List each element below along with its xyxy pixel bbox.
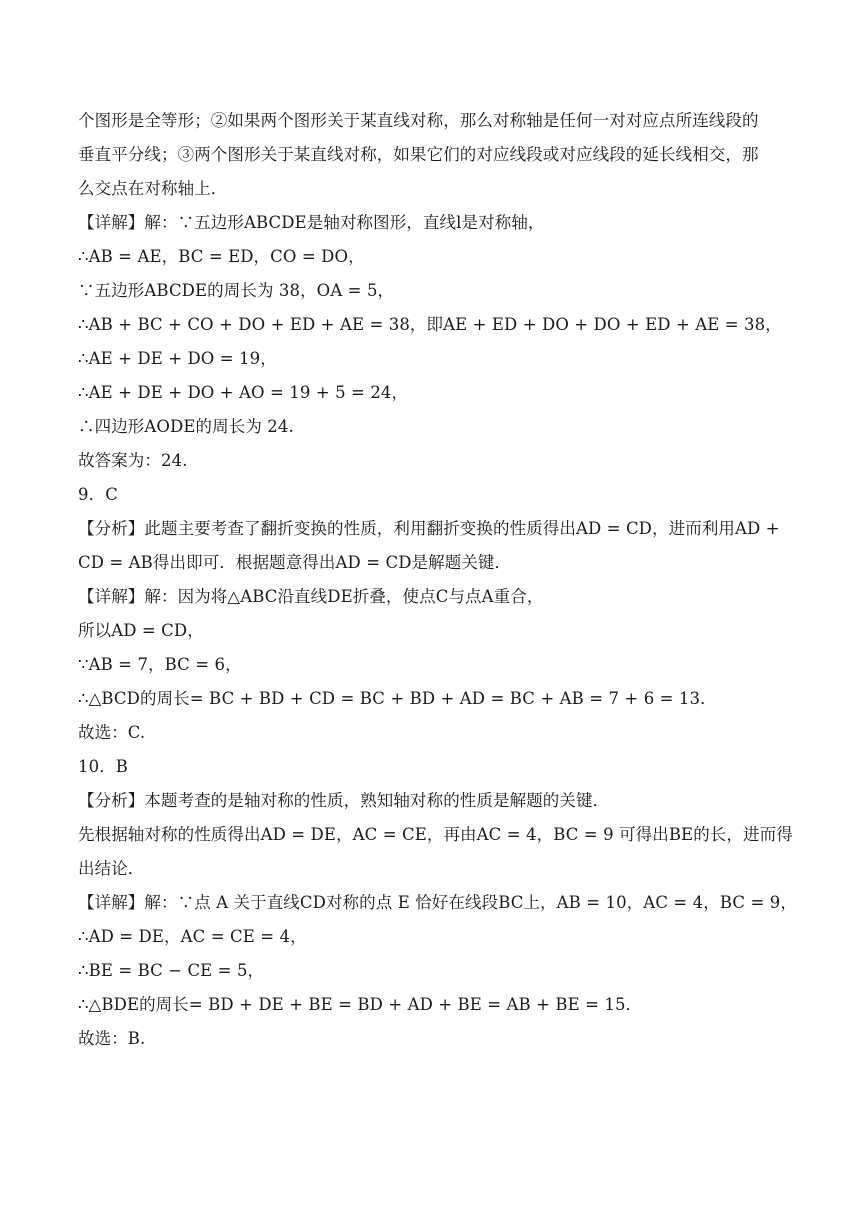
- text-line: 个图形是全等形；②如果两个图形关于某直线对称，那么对称轴是任何一对对应点所连线段的: [78, 111, 759, 130]
- text-line: ∴AB = AE，BC = ED，CO = DO，: [78, 247, 365, 266]
- text-line: 【详解】解：因为将△ABC沿直线DE折叠，使点C与点A重合，: [78, 587, 544, 606]
- text-line: 故答案为：24.: [78, 451, 188, 470]
- text-line: ∴△BCD的周长= BC + BD + CD = BC + BD + AD = BC + AB = 7 + 6 = 13．: [78, 689, 717, 708]
- text-line: ∴AB + BC + CO + DO + ED + AE = 38，即AE + ED + DO + DO + ED + AE = 38，: [78, 315, 782, 334]
- text-line: 故选：C.: [78, 723, 146, 742]
- text-line: 【分析】此题主要考查了翻折变换的性质，利用翻折变换的性质得出AD = CD，进而利用AD +: [78, 519, 780, 538]
- text-line: ∴AE + DE + DO + AO = 19 + 5 = 24，: [78, 383, 409, 402]
- text-line: ∵五边形ABCDE的周长为 38，OA = 5，: [78, 281, 395, 300]
- text-line: 故选：B.: [78, 1029, 146, 1048]
- text-line: ∵AB = 7，BC = 6，: [78, 655, 242, 674]
- text-line: 出结论．: [78, 859, 145, 878]
- question-number: 10．B: [78, 757, 129, 776]
- text-line: 【详解】解：∵五边形ABCDE是轴对称图形，直线l是对称轴，: [78, 213, 545, 232]
- text-line: 所以AD = CD，: [78, 621, 204, 640]
- text-line: 垂直平分线；③两个图形关于某直线对称，如果它们的对应线段或对应线段的延长线相交，那: [78, 145, 759, 164]
- text-line: 【详解】解：∵点 A 关于直线CD对称的点 E 恰好在线段BC上，AB = 10，AC = 4，BC = 9，: [78, 893, 797, 912]
- text-line: ∴AE + DE + DO = 19，: [78, 349, 277, 368]
- text-line: 先根据轴对称的性质得出AD = DE，AC = CE，再由AC = 4，BC = 9 可得出BE的长，进而得: [78, 825, 793, 844]
- text-line: ∴AD = DE，AC = CE = 4，: [78, 927, 307, 946]
- text-line: ∴四边形AODE的周长为 24.: [78, 417, 294, 436]
- text-line: 【分析】本题考查的是轴对称的性质，熟知轴对称的性质是解题的关键．: [78, 791, 610, 810]
- text-line: ∴BE = BC − CE = 5，: [78, 961, 265, 980]
- question-number: 9．C: [78, 485, 118, 504]
- text-line: ∴△BDE的周长= BD + DE + BE = BD + AD + BE = AB + BE = 15．: [78, 995, 643, 1014]
- text-line: 么交点在对称轴上．: [78, 179, 228, 198]
- text-line: CD = AB得出即可．根据题意得出AD = CD是解题关键．: [78, 553, 512, 572]
